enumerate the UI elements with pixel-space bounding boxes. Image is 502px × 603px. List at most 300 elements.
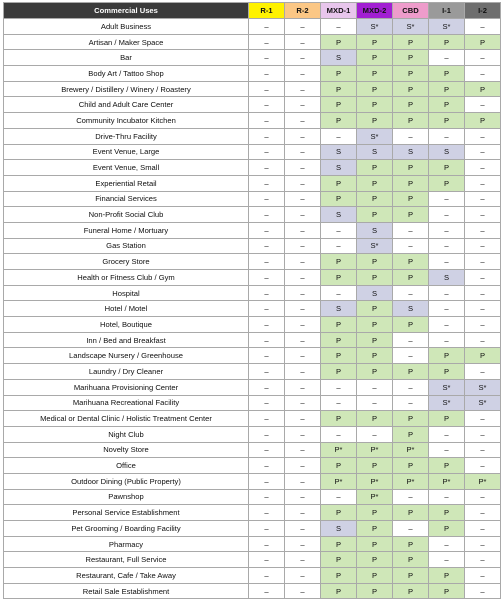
permission-cell-mxd1: – — [321, 128, 357, 144]
permission-cell-r2: – — [285, 568, 321, 584]
permission-cell-r2: – — [285, 552, 321, 568]
permission-cell-mxd1: – — [321, 19, 357, 35]
use-name-cell: Marihuana Provisioning Center — [4, 379, 249, 395]
permission-cell-mxd1: S — [321, 207, 357, 223]
permission-cell-mxd1: – — [321, 222, 357, 238]
permission-cell-r1: – — [249, 222, 285, 238]
permission-cell-mxd2: P* — [357, 473, 393, 489]
permission-cell-mxd1: – — [321, 238, 357, 254]
permission-cell-i1: – — [429, 285, 465, 301]
permission-cell-mxd1: S — [321, 301, 357, 317]
permission-cell-mxd1: P — [321, 175, 357, 191]
permission-cell-r1: – — [249, 113, 285, 129]
permission-cell-cbd: – — [393, 128, 429, 144]
permission-cell-r1: – — [249, 536, 285, 552]
zone-header-i1: I-1 — [429, 3, 465, 19]
permission-cell-mxd2: – — [357, 395, 393, 411]
zone-header-cbd: CBD — [393, 3, 429, 19]
permission-cell-mxd2: P — [357, 207, 393, 223]
permission-cell-r2: – — [285, 521, 321, 537]
permission-cell-r1: – — [249, 191, 285, 207]
permission-cell-i1: P — [429, 364, 465, 380]
permission-cell-r1: – — [249, 364, 285, 380]
permission-cell-mxd2: – — [357, 379, 393, 395]
permission-cell-i1: – — [429, 50, 465, 66]
permission-cell-mxd1: P — [321, 254, 357, 270]
use-name-cell: Event Venue, Large — [4, 144, 249, 160]
permission-cell-cbd: – — [393, 489, 429, 505]
table-row — [4, 191, 501, 207]
use-name-cell: Body Art / Tattoo Shop — [4, 66, 249, 82]
permission-cell-r2: – — [285, 113, 321, 129]
permission-cell-r1: – — [249, 521, 285, 537]
permission-cell-cbd: P — [393, 552, 429, 568]
permission-cell-cbd: – — [393, 332, 429, 348]
permission-cell-cbd: P — [393, 536, 429, 552]
table-row — [4, 34, 501, 50]
permission-cell-r2: – — [285, 301, 321, 317]
permission-cell-r1: – — [249, 175, 285, 191]
permission-cell-i1: P — [429, 97, 465, 113]
permission-cell-mxd2: P — [357, 568, 393, 584]
table-row — [4, 552, 501, 568]
permission-cell-mxd2: P* — [357, 489, 393, 505]
permission-cell-i2: – — [465, 66, 501, 82]
permission-cell-mxd2: P — [357, 191, 393, 207]
permission-cell-i2: – — [465, 191, 501, 207]
permission-cell-mxd2: P — [357, 301, 393, 317]
use-name-cell: Inn / Bed and Breakfast — [4, 332, 249, 348]
table-row — [4, 395, 501, 411]
permission-cell-i1: – — [429, 222, 465, 238]
permission-cell-i1: – — [429, 254, 465, 270]
permission-cell-i1: – — [429, 128, 465, 144]
use-name-cell: Outdoor Dining (Public Property) — [4, 473, 249, 489]
permission-cell-r2: – — [285, 442, 321, 458]
permission-cell-i2: – — [465, 207, 501, 223]
permission-cell-i1: – — [429, 301, 465, 317]
permission-cell-i1: S* — [429, 19, 465, 35]
permission-cell-cbd: P — [393, 568, 429, 584]
table-row — [4, 332, 501, 348]
table-row — [4, 489, 501, 505]
table-row — [4, 66, 501, 82]
permission-cell-r1: – — [249, 19, 285, 35]
use-name-cell: Hotel, Boutique — [4, 317, 249, 333]
permission-cell-cbd: P — [393, 191, 429, 207]
commercial-uses-table — [3, 2, 501, 599]
permission-cell-r2: – — [285, 426, 321, 442]
permission-cell-i1: – — [429, 207, 465, 223]
permission-cell-mxd1: P — [321, 270, 357, 286]
permission-cell-mxd1: – — [321, 426, 357, 442]
permission-cell-cbd: P — [393, 270, 429, 286]
table-row — [4, 521, 501, 537]
use-name-cell: Pet Grooming / Boarding Facility — [4, 521, 249, 537]
permission-cell-r2: – — [285, 254, 321, 270]
use-name-cell: Medical or Dental Clinic / Holistic Treatment Center — [4, 411, 249, 427]
permission-cell-mxd2: S — [357, 222, 393, 238]
permission-cell-i2: – — [465, 97, 501, 113]
permission-cell-i1: – — [429, 238, 465, 254]
permission-cell-i1: – — [429, 442, 465, 458]
table-row — [4, 473, 501, 489]
permission-cell-i2: – — [465, 521, 501, 537]
permission-cell-cbd: – — [393, 395, 429, 411]
permission-cell-r2: – — [285, 128, 321, 144]
table-row — [4, 97, 501, 113]
permission-cell-i2: – — [465, 536, 501, 552]
use-name-cell: Adult Business — [4, 19, 249, 35]
permission-cell-r1: – — [249, 552, 285, 568]
permission-cell-i2: P — [465, 348, 501, 364]
permission-cell-cbd: P — [393, 34, 429, 50]
permission-cell-mxd1: P — [321, 97, 357, 113]
permission-cell-mxd2: P — [357, 50, 393, 66]
permission-cell-i1: P — [429, 348, 465, 364]
table-row — [4, 348, 501, 364]
table-row — [4, 81, 501, 97]
permission-cell-mxd2: S* — [357, 128, 393, 144]
permission-cell-r1: – — [249, 489, 285, 505]
permission-cell-r1: – — [249, 348, 285, 364]
permission-cell-cbd: P* — [393, 473, 429, 489]
permission-cell-r2: – — [285, 395, 321, 411]
permission-cell-r1: – — [249, 473, 285, 489]
permission-cell-mxd2: P — [357, 34, 393, 50]
permission-cell-mxd1: S — [321, 521, 357, 537]
permission-cell-mxd1: – — [321, 489, 357, 505]
permission-cell-i2: – — [465, 442, 501, 458]
permission-cell-mxd1: P — [321, 458, 357, 474]
permission-cell-i1: P — [429, 66, 465, 82]
permission-cell-i2: P — [465, 34, 501, 50]
permission-cell-mxd1: P — [321, 332, 357, 348]
permission-cell-r2: – — [285, 144, 321, 160]
use-name-cell: Experiential Retail — [4, 175, 249, 191]
permission-cell-i2: P* — [465, 473, 501, 489]
permission-cell-mxd1: P — [321, 411, 357, 427]
use-name-cell: Grocery Store — [4, 254, 249, 270]
zone-header-i2: I-2 — [465, 3, 501, 19]
permission-cell-mxd1: P* — [321, 473, 357, 489]
permission-cell-mxd1: P — [321, 191, 357, 207]
permission-cell-i2: – — [465, 505, 501, 521]
permission-cell-r1: – — [249, 97, 285, 113]
permission-cell-i2: P — [465, 113, 501, 129]
permission-cell-i1: – — [429, 426, 465, 442]
permission-cell-mxd1: – — [321, 285, 357, 301]
permission-cell-mxd2: P — [357, 160, 393, 176]
permission-cell-i1: P — [429, 113, 465, 129]
use-name-cell: Novelty Store — [4, 442, 249, 458]
permission-cell-i2: – — [465, 458, 501, 474]
table-row — [4, 113, 501, 129]
permission-cell-cbd: P — [393, 113, 429, 129]
permission-cell-cbd: S — [393, 301, 429, 317]
permission-cell-i2: – — [465, 317, 501, 333]
permission-cell-cbd: S — [393, 144, 429, 160]
table-row — [4, 301, 501, 317]
permission-cell-i2: – — [465, 128, 501, 144]
permission-cell-cbd: P — [393, 66, 429, 82]
permission-cell-mxd2: P — [357, 348, 393, 364]
permission-cell-mxd1: P* — [321, 442, 357, 458]
permission-cell-r1: – — [249, 301, 285, 317]
permission-cell-mxd2: P — [357, 505, 393, 521]
permission-cell-r2: – — [285, 191, 321, 207]
use-name-cell: Landscape Nursery / Greenhouse — [4, 348, 249, 364]
permission-cell-i1: P — [429, 505, 465, 521]
use-name-cell: Artisan / Maker Space — [4, 34, 249, 50]
permission-cell-cbd: P — [393, 364, 429, 380]
permission-cell-mxd2: P — [357, 254, 393, 270]
permission-cell-r2: – — [285, 364, 321, 380]
permission-cell-i2: – — [465, 270, 501, 286]
permission-cell-mxd2: S — [357, 285, 393, 301]
permission-cell-mxd2: S* — [357, 19, 393, 35]
permission-cell-r2: – — [285, 505, 321, 521]
permission-cell-r2: – — [285, 34, 321, 50]
permission-cell-mxd2: P — [357, 521, 393, 537]
table-row — [4, 238, 501, 254]
use-name-cell: Office — [4, 458, 249, 474]
permission-cell-r1: – — [249, 270, 285, 286]
table-row — [4, 160, 501, 176]
permission-cell-mxd1: P — [321, 568, 357, 584]
permission-cell-i2: S* — [465, 379, 501, 395]
permission-cell-cbd: – — [393, 285, 429, 301]
permission-cell-mxd2: P — [357, 583, 393, 599]
permission-cell-i1: – — [429, 489, 465, 505]
permission-cell-mxd1: P — [321, 552, 357, 568]
permission-cell-cbd: P — [393, 160, 429, 176]
use-name-cell: Financial Services — [4, 191, 249, 207]
permission-cell-mxd2: P — [357, 81, 393, 97]
permission-cell-i2: – — [465, 254, 501, 270]
permission-cell-i2: P — [465, 81, 501, 97]
table-row — [4, 379, 501, 395]
permission-cell-i1: S* — [429, 379, 465, 395]
permission-cell-r1: – — [249, 128, 285, 144]
permission-cell-r2: – — [285, 583, 321, 599]
permission-cell-r2: – — [285, 348, 321, 364]
permission-cell-i2: – — [465, 364, 501, 380]
table-row — [4, 254, 501, 270]
permission-cell-r2: – — [285, 379, 321, 395]
permission-cell-mxd2: P — [357, 332, 393, 348]
permission-cell-mxd1: P — [321, 583, 357, 599]
permission-cell-i2: – — [465, 19, 501, 35]
permission-cell-mxd1: P — [321, 317, 357, 333]
permission-cell-cbd: – — [393, 348, 429, 364]
permission-cell-i1: P — [429, 568, 465, 584]
permission-cell-cbd: P — [393, 254, 429, 270]
permission-cell-r1: – — [249, 144, 285, 160]
permission-cell-mxd2: P — [357, 458, 393, 474]
table-row — [4, 285, 501, 301]
permission-cell-r1: – — [249, 207, 285, 223]
zone-header-mxd1: MXD-1 — [321, 3, 357, 19]
permission-cell-mxd1: – — [321, 395, 357, 411]
permission-cell-i1: S* — [429, 395, 465, 411]
permission-cell-i1: P — [429, 175, 465, 191]
permission-cell-cbd: S* — [393, 19, 429, 35]
table-row — [4, 128, 501, 144]
table-row — [4, 426, 501, 442]
table-row — [4, 19, 501, 35]
permission-cell-i1: P — [429, 34, 465, 50]
permission-cell-cbd: P — [393, 207, 429, 223]
permission-cell-i2: – — [465, 332, 501, 348]
permission-cell-r2: – — [285, 175, 321, 191]
use-name-cell: Non-Profit Social Club — [4, 207, 249, 223]
permission-cell-i1: – — [429, 332, 465, 348]
permission-cell-r2: – — [285, 411, 321, 427]
table-row — [4, 568, 501, 584]
permission-cell-r2: – — [285, 489, 321, 505]
permission-cell-mxd2: P — [357, 270, 393, 286]
use-name-cell: Gas Station — [4, 238, 249, 254]
permission-cell-mxd2: – — [357, 426, 393, 442]
permission-cell-i1: P — [429, 411, 465, 427]
permission-cell-r2: – — [285, 81, 321, 97]
use-name-cell: Laundry / Dry Cleaner — [4, 364, 249, 380]
permission-cell-r1: – — [249, 81, 285, 97]
permission-cell-mxd2: P — [357, 552, 393, 568]
permission-cell-mxd1: P — [321, 348, 357, 364]
permission-cell-mxd1: – — [321, 379, 357, 395]
table-row — [4, 144, 501, 160]
use-name-cell: Personal Service Establishment — [4, 505, 249, 521]
use-name-cell: Community Incubator Kitchen — [4, 113, 249, 129]
permission-cell-r1: – — [249, 50, 285, 66]
permission-cell-r1: – — [249, 395, 285, 411]
use-name-cell: Pharmacy — [4, 536, 249, 552]
permission-cell-r2: – — [285, 473, 321, 489]
use-name-cell: Pawnshop — [4, 489, 249, 505]
permission-cell-i1: P — [429, 583, 465, 599]
permission-cell-cbd: P — [393, 317, 429, 333]
zone-header-mxd2: MXD-2 — [357, 3, 393, 19]
permission-cell-r1: – — [249, 160, 285, 176]
permission-cell-i2: – — [465, 426, 501, 442]
permission-cell-mxd2: S — [357, 144, 393, 160]
permission-cell-i2: – — [465, 238, 501, 254]
use-name-cell: Event Venue, Small — [4, 160, 249, 176]
permission-cell-cbd: – — [393, 222, 429, 238]
table-row — [4, 207, 501, 223]
permission-cell-cbd: – — [393, 521, 429, 537]
permission-cell-r2: – — [285, 270, 321, 286]
permission-cell-r2: – — [285, 285, 321, 301]
permission-cell-r2: – — [285, 332, 321, 348]
permission-cell-cbd: P — [393, 175, 429, 191]
table-row — [4, 50, 501, 66]
use-name-cell: Hotel / Motel — [4, 301, 249, 317]
permission-cell-r2: – — [285, 160, 321, 176]
permission-cell-mxd1: S — [321, 50, 357, 66]
table-row — [4, 364, 501, 380]
table-row — [4, 222, 501, 238]
permission-cell-i1: P — [429, 81, 465, 97]
permission-cell-mxd2: P — [357, 411, 393, 427]
header-row — [4, 3, 501, 19]
permission-cell-r1: – — [249, 317, 285, 333]
permission-cell-cbd: P — [393, 81, 429, 97]
zone-header-r1: R-1 — [249, 3, 285, 19]
permission-cell-i2: – — [465, 489, 501, 505]
permission-cell-i1: – — [429, 317, 465, 333]
permission-cell-mxd1: S — [321, 160, 357, 176]
permission-cell-r1: – — [249, 411, 285, 427]
permission-cell-mxd2: P — [357, 66, 393, 82]
use-name-cell: Hospital — [4, 285, 249, 301]
permission-cell-r1: – — [249, 379, 285, 395]
permission-cell-mxd1: P — [321, 66, 357, 82]
permission-cell-r2: – — [285, 50, 321, 66]
permission-cell-mxd1: S — [321, 144, 357, 160]
permission-cell-i2: – — [465, 411, 501, 427]
use-name-cell: Restaurant, Cafe / Take Away — [4, 568, 249, 584]
permission-cell-i2: – — [465, 583, 501, 599]
permission-cell-cbd: P* — [393, 442, 429, 458]
permission-cell-mxd2: P — [357, 364, 393, 380]
permission-cell-r1: – — [249, 332, 285, 348]
table-row — [4, 270, 501, 286]
permission-cell-i2: S* — [465, 395, 501, 411]
commercial-uses-header: Commercial Uses — [4, 3, 249, 19]
permission-cell-i2: – — [465, 222, 501, 238]
uses-table-body — [4, 19, 501, 599]
use-name-cell: Restaurant, Full Service — [4, 552, 249, 568]
permission-cell-cbd: P — [393, 50, 429, 66]
permission-cell-i2: – — [465, 175, 501, 191]
use-name-cell: Bar — [4, 50, 249, 66]
permission-cell-i1: S — [429, 270, 465, 286]
permission-cell-r2: – — [285, 222, 321, 238]
permission-cell-cbd: P — [393, 97, 429, 113]
table-row — [4, 317, 501, 333]
use-name-cell: Funeral Home / Mortuary — [4, 222, 249, 238]
permission-cell-i2: – — [465, 552, 501, 568]
use-name-cell: Retail Sale Establishment — [4, 583, 249, 599]
permission-cell-cbd: P — [393, 583, 429, 599]
table-row — [4, 442, 501, 458]
permission-cell-mxd2: P — [357, 113, 393, 129]
permission-cell-cbd: P — [393, 505, 429, 521]
table-row — [4, 458, 501, 474]
permission-cell-i1: – — [429, 536, 465, 552]
permission-cell-i1: P — [429, 458, 465, 474]
permission-cell-mxd2: P* — [357, 442, 393, 458]
permission-cell-r2: – — [285, 238, 321, 254]
permission-cell-cbd: P — [393, 426, 429, 442]
table-row — [4, 583, 501, 599]
permission-cell-mxd1: P — [321, 81, 357, 97]
permission-cell-i1: – — [429, 552, 465, 568]
permission-cell-mxd2: P — [357, 175, 393, 191]
permission-cell-r2: – — [285, 207, 321, 223]
permission-cell-cbd: – — [393, 238, 429, 254]
permission-cell-mxd2: P — [357, 536, 393, 552]
use-name-cell: Marihuana Recreational Facility — [4, 395, 249, 411]
permission-cell-mxd1: P — [321, 364, 357, 380]
permission-cell-r2: – — [285, 19, 321, 35]
use-name-cell: Drive-Thru Facility — [4, 128, 249, 144]
permission-cell-mxd1: P — [321, 34, 357, 50]
permission-cell-r2: – — [285, 97, 321, 113]
